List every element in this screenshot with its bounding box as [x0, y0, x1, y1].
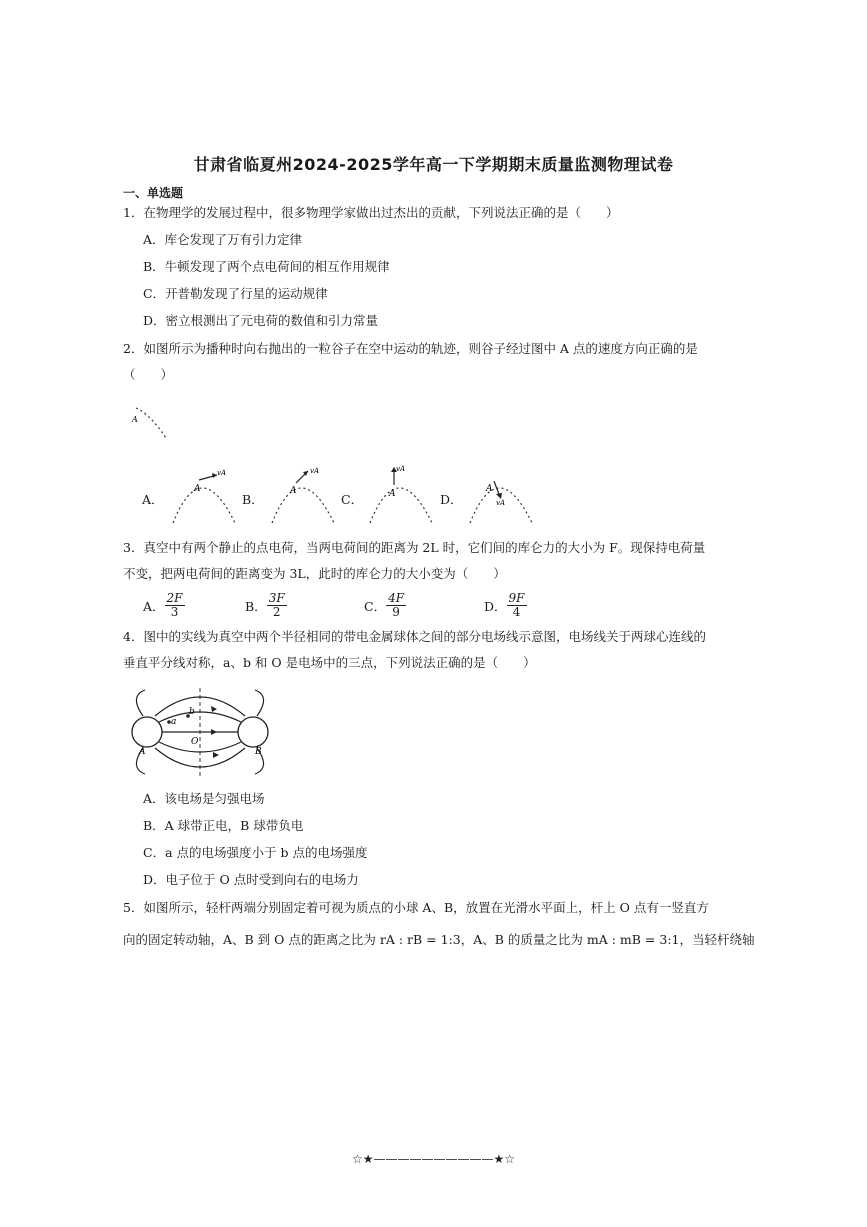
question-5-stem-line-2: 向的固定转动轴，A、B 到 O 点的距离之比为 rA : rB = 1:3，A、B 的质量之比为 mA : mB = 3:1，当轻杆绕轴: [123, 932, 755, 947]
option-label: D．: [484, 598, 507, 614]
velocity-label: vA: [310, 467, 320, 475]
fraction: [386, 592, 406, 619]
denominator: 2: [272, 605, 281, 619]
question-4-option-a: A．该电场是匀强电场: [143, 791, 265, 806]
question-2-option-d-label: D．: [440, 492, 463, 507]
fraction: [165, 592, 185, 619]
question-2-option-a-figure: [163, 463, 243, 525]
velocity-label: vA: [396, 465, 406, 473]
question-1-option-c: C．开普勒发现了行星的运动规律: [143, 286, 328, 301]
question-1-stem: 1．在物理学的发展过程中，很多物理学家做出过杰出的贡献，下列说法正确的是（ ）: [123, 205, 619, 220]
question-2-option-a-label: A．: [142, 492, 164, 507]
question-1-option-b: B．牛顿发现了两个点电荷间的相互作用规律: [143, 259, 390, 274]
question-1-option-d: D．密立根测出了元电荷的数值和引力常量: [143, 313, 379, 328]
fraction: [267, 592, 287, 619]
point-a-label: A: [389, 489, 396, 499]
denominator: 4: [512, 605, 521, 619]
question-4-stem-line-1: 4．图中的实线为真空中两个半径相同的带电金属球体之间的部分电场线示意图，电场线关于两球心连线的: [123, 629, 706, 644]
point-a-label: A: [290, 486, 297, 496]
question-4-stem-line-2: 垂直平分线对称，a、b 和 O 是电场中的三点，下列说法正确的是（ ）: [123, 655, 536, 670]
question-3-option-b: [245, 592, 287, 619]
question-3-stem-line-2: 不变，把两电荷间的距离变为 3L，此时的库仑力的大小变为（ ）: [123, 566, 506, 581]
velocity-label: vA: [496, 499, 506, 507]
question-2-stem-line-2: （ ）: [123, 367, 174, 382]
question-2-option-c-label: C．: [341, 492, 364, 507]
question-2-stem-line-1: 2．如图所示为播种时向右抛出的一粒谷子在空中运动的轨迹，则谷子经过图中 A 点的速度方向正确的是: [123, 341, 698, 356]
denominator: 9: [392, 605, 400, 619]
section-heading: 一、单选题: [123, 186, 184, 200]
option-label: C．: [364, 598, 387, 614]
question-4-electric-field-figure: [125, 686, 275, 778]
question-2-option-b-figure: [262, 463, 342, 525]
point-a-label: A: [486, 484, 493, 494]
sphere-b-label: B: [255, 747, 262, 757]
question-5-stem-line-1: 5．如图所示，轻杆两端分别固定着可视为质点的小球 A、B，放置在光滑水平面上，杆上 O 点有一竖直方: [123, 900, 709, 915]
question-4-option-b: B．A 球带正电，B 球带负电: [143, 818, 304, 833]
question-3-option-c: [364, 592, 406, 619]
question-1-option-a: A．库仑发现了万有引力定律: [143, 232, 303, 247]
question-4-option-c: C．a 点的电场强度小于 b 点的电场强度: [143, 845, 368, 860]
point-a-label: A: [194, 484, 201, 494]
option-label: A．: [143, 598, 165, 614]
question-2-trajectory-figure: [128, 400, 178, 445]
point-o-label: O: [191, 737, 199, 747]
question-2-option-b-label: B．: [242, 492, 264, 507]
point-a-label: a: [171, 717, 177, 727]
fraction: [507, 592, 527, 619]
question-2-option-c-figure: [360, 463, 440, 525]
page-footer: ☆★——————————★☆: [351, 1152, 516, 1166]
numerator: 4F: [388, 591, 405, 605]
numerator: 9F: [508, 591, 525, 605]
question-3-option-d: [484, 592, 527, 619]
question-2-option-d-figure: [460, 463, 540, 525]
point-b-label: b: [189, 707, 195, 717]
question-3-option-a: [143, 592, 185, 619]
option-label: B．: [245, 598, 267, 614]
question-3-stem-line-1: 3．真空中有两个静止的点电荷，当两电荷间的距离为 2L 时，它们间的库仑力的大小为 F。现保持电荷量: [123, 540, 706, 555]
sphere-a-label: A: [139, 747, 146, 757]
velocity-label: vA: [217, 469, 227, 477]
question-2-fig-point-label: A: [132, 415, 138, 424]
page-title: 甘肃省临夏州2024-2025学年高一下学期期末质量监测物理试卷: [193, 155, 674, 174]
question-4-option-d: D．电子位于 O 点时受到向右的电场力: [143, 872, 359, 887]
denominator: 3: [170, 605, 179, 619]
numerator: 2F: [166, 591, 183, 605]
numerator: 3F: [268, 591, 285, 605]
